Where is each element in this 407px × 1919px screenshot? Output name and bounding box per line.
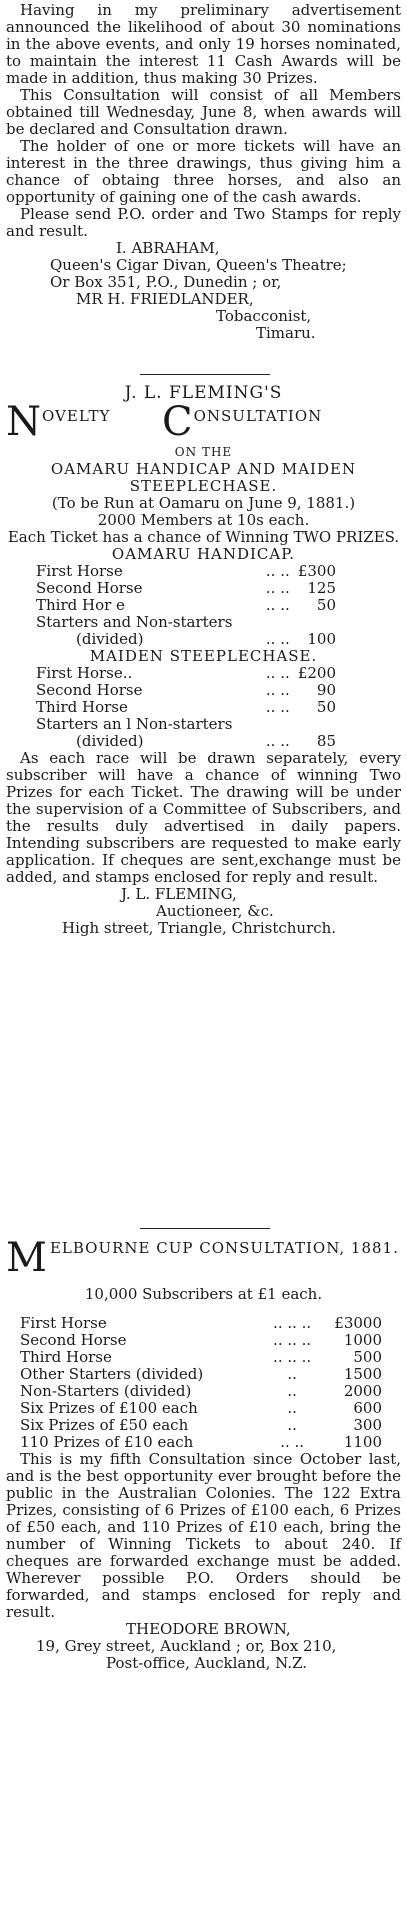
ad2-body: As each race will be drawn separately, every subscriber will have a chance of winning Two Prizes for each Ticket. The drawing will be under the supervision of a Committee of Subscribers, and the results duly advertised in daily papers. Intending subscribers are requested to make early application. If cheques are sent,exchange must be added, and stamps enclosed for reply and result. <box>6 749 401 886</box>
ad2-race2-leader-dots: .. .. <box>265 664 290 682</box>
ad2-race2-leader-dots: .. .. <box>265 681 290 699</box>
ad2-race1-leader-dots: .. .. <box>265 630 290 648</box>
ad2-name: J. L. FLEMING'S <box>124 383 283 403</box>
ad3-row <box>20 1400 382 1417</box>
ad2-race2-leader-dots: .. .. <box>265 698 290 716</box>
ad2-race1-prize-amount: £300 <box>297 562 336 580</box>
ad2-chance: Each Ticket has a chance of Winning TWO PRIZES. <box>7 528 400 546</box>
ad2-race2-row <box>36 699 336 716</box>
ad2-race1-heading: OAMARU HANDICAP. <box>111 545 296 563</box>
ad2-race1-row <box>36 614 336 631</box>
ad2-race1-prize-label: (divided) <box>76 630 144 648</box>
ad3-leader-dots: .. <box>287 1416 297 1434</box>
ad3-subscribers: 10,000 Subscribers at £1 each. <box>84 1285 323 1303</box>
ad1-signature-town: Timaru. <box>256 324 316 342</box>
ad3-row <box>20 1417 382 1434</box>
ad2-race1-row <box>36 631 336 648</box>
ad2-race1-prize-label: Second Horse <box>36 579 143 597</box>
ad2-signature-name: J. L. FLEMING, <box>121 885 237 903</box>
ad2-race1-prize-label: First Horse <box>36 562 123 580</box>
ad1-signature-address2: Or Box 351, P.O., Dunedin ; or, <box>50 273 282 291</box>
ad3-prize-label: Third Horse <box>20 1348 112 1366</box>
ad2-members: 2000 Members at 10s each. <box>97 511 310 529</box>
ad1-para3: The holder of one or more tickets will have an interest in the three drawings, thus giving him a chance of obtaing three horses, and also an opportunity of gaining one of the cash awards. <box>6 137 401 206</box>
ad2-event: OAMARU HANDICAP AND MAIDEN STEEPLECHASE. <box>50 460 357 495</box>
ad3-leader-dots: .. <box>287 1365 297 1383</box>
ad1-signature-trade: Tobacconist, <box>216 307 312 325</box>
ad2-race2-prize-amount: 90 <box>316 681 336 699</box>
ad3-prize-label: Second Horse <box>20 1331 127 1349</box>
ad3-prize-label: Six Prizes of £50 each <box>20 1416 189 1434</box>
ad2-title-word1: OVELTY <box>42 407 111 425</box>
ad2-race2-prize-label: (divided) <box>76 732 144 750</box>
ad3-title-rest: ELBOURNE CUP CONSULTATION, 1881. <box>49 1239 399 1257</box>
ad2-race2-leader-dots <box>264 716 292 733</box>
ad2-race1-row <box>36 597 336 614</box>
ad2-race2-row <box>36 665 336 682</box>
ad2-race1-prize-amount: 50 <box>316 596 336 614</box>
ad3-prize-label: First Horse <box>20 1314 107 1332</box>
ad3-leader-dots: .. <box>287 1382 297 1400</box>
ad2-race1-prize-amount: 100 <box>307 630 336 648</box>
ad3-row <box>20 1434 382 1451</box>
ad2-race1-leader-dots: .. .. <box>265 579 290 597</box>
ad2-race1-prize-label: Third Hor e <box>36 596 125 614</box>
ad2-race2-prize-label: Second Horse <box>36 681 143 699</box>
ad3-row <box>20 1349 382 1366</box>
ad3-prize-label: Non-Starters (divided) <box>20 1382 192 1400</box>
ad2-race1-leader-dots: .. .. <box>265 562 290 580</box>
ad2-race2-row <box>36 733 336 750</box>
ad2-date: (To be Run at Oamaru on June 9, 1881.) <box>51 494 356 512</box>
ad3-prize-amount: 1000 <box>343 1331 382 1349</box>
ad3-title-initial-m: M <box>6 1235 48 1281</box>
ad2-race2-prize-amount <box>292 716 336 733</box>
ad2-race2-prize-amount: 85 <box>316 732 336 750</box>
ad2-race1-prize-amount: 125 <box>307 579 336 597</box>
ad2-race2-leader-dots: .. .. <box>265 732 290 750</box>
ad2-race2-row <box>36 716 336 733</box>
ad3-prize-label: 110 Prizes of £10 each <box>20 1433 194 1451</box>
ad3-row <box>20 1383 382 1400</box>
ad3-leader-dots: .. .. .. <box>273 1331 312 1349</box>
ad2-race2-row <box>36 682 336 699</box>
divider-rule-1 <box>140 374 270 375</box>
ad3-signature-address2: Post-office, Auckland, N.Z. <box>106 1654 307 1672</box>
ad3-leader-dots: .. <box>287 1399 297 1417</box>
ad3-row <box>20 1366 382 1383</box>
ad2-title <box>6 399 401 445</box>
ad1-signature-address1: Queen's Cigar Divan, Queen's Theatre; <box>50 256 347 274</box>
ad2-race1-prize-table <box>36 563 336 648</box>
ad2-title-initial-n: N <box>6 399 42 445</box>
ad1-signature-name: I. ABRAHAM, <box>116 239 220 257</box>
ad3-signature-address1: 19, Grey street, Auckland ; or, Box 210, <box>36 1637 337 1655</box>
ad2-race1-leader-dots: .. .. <box>265 596 290 614</box>
ad1-para4: Please send P.O. order and Two Stamps for reply and result. <box>6 205 401 240</box>
ad2-race2-prize-label: First Horse.. <box>36 664 133 682</box>
ad2-race2-prize-table <box>36 665 336 750</box>
ad2-race2-prize-amount: 50 <box>316 698 336 716</box>
ad3-prize-table <box>20 1315 382 1451</box>
ad1-para1: Having in my preliminary advertisement announced the likelihood of about 30 nominations in the above events, and only 19 horses nominated, to maintain the interest 11 Cash Awards will be made in addition, thus making 30 Prizes. <box>6 1 401 87</box>
ad3-prize-amount: 1500 <box>343 1365 382 1383</box>
ad3-title <box>6 1235 401 1281</box>
ad3-signature-name: THEODORE BROWN, <box>126 1620 291 1638</box>
ad3-row <box>20 1315 382 1332</box>
ad3-prize-amount: 2000 <box>343 1382 382 1400</box>
ad3-leader-dots: .. .. .. <box>273 1348 312 1366</box>
ad2-race2-prize-label: Starters an l Non-starters <box>36 715 233 733</box>
ad3-prize-amount: £3000 <box>334 1314 382 1332</box>
ad2-race1-prize-label: Starters and Non-starters <box>36 613 233 631</box>
ad-brown <box>6 1235 401 1672</box>
ad3-prize-label: Six Prizes of £100 each <box>20 1399 198 1417</box>
ad3-body: This is my fifth Consultation since October last, and is the best opportunity ever brought before the public in the Australian Colonies. The 122 Extra Prizes, consisting of 6 Prizes of £100 each, 6 Prizes of £50 each, and 110 Prizes of £10 each, bring the number of Winning Tickets to about 240. If cheques are forwarded exchange must be added. Wherever possible P.O. Orders should be forwarded, and stamps enclosed for reply and result. <box>6 1450 401 1621</box>
ad2-race1-prize-amount <box>292 614 336 631</box>
ad2-race2-heading: MAIDEN STEEPLECHASE. <box>89 647 318 665</box>
ad2-race1-row <box>36 580 336 597</box>
ad2-race1-row <box>36 563 336 580</box>
ad2-race2-prize-label: Third Horse <box>36 698 128 716</box>
ad1-signature-alt-name: MR H. FRIEDLANDER, <box>76 290 254 308</box>
ad-fleming <box>6 382 401 937</box>
ad3-prize-amount: 1100 <box>343 1433 382 1451</box>
ad1-para2: This Consultation will consist of all Members obtained till Wednesday, June 8, when awards will be declared and Consultation drawn. <box>6 86 401 138</box>
ad2-on-the: ON THE <box>174 445 233 459</box>
ad3-prize-label: Other Starters (divided) <box>20 1365 204 1383</box>
divider-rule-2 <box>140 1228 270 1229</box>
ad3-prize-amount: 500 <box>353 1348 382 1366</box>
ad3-prize-amount: 600 <box>353 1399 382 1417</box>
ad2-title-initial-c: C <box>162 399 194 445</box>
ad2-signature-trade: Auctioneer, &c. <box>156 902 274 920</box>
ad3-prize-amount: 300 <box>353 1416 382 1434</box>
ad3-row <box>20 1332 382 1349</box>
ad2-title-word2: ONSULTATION <box>193 407 323 425</box>
ad3-leader-dots: .. .. <box>280 1433 305 1451</box>
ad-abraham <box>6 2 401 342</box>
ad2-race2-prize-amount: £200 <box>297 664 336 682</box>
ad2-signature-address: High street, Triangle, Christchurch. <box>62 919 337 937</box>
ad2-race1-leader-dots <box>264 614 292 631</box>
ad3-leader-dots: .. .. .. <box>273 1314 312 1332</box>
